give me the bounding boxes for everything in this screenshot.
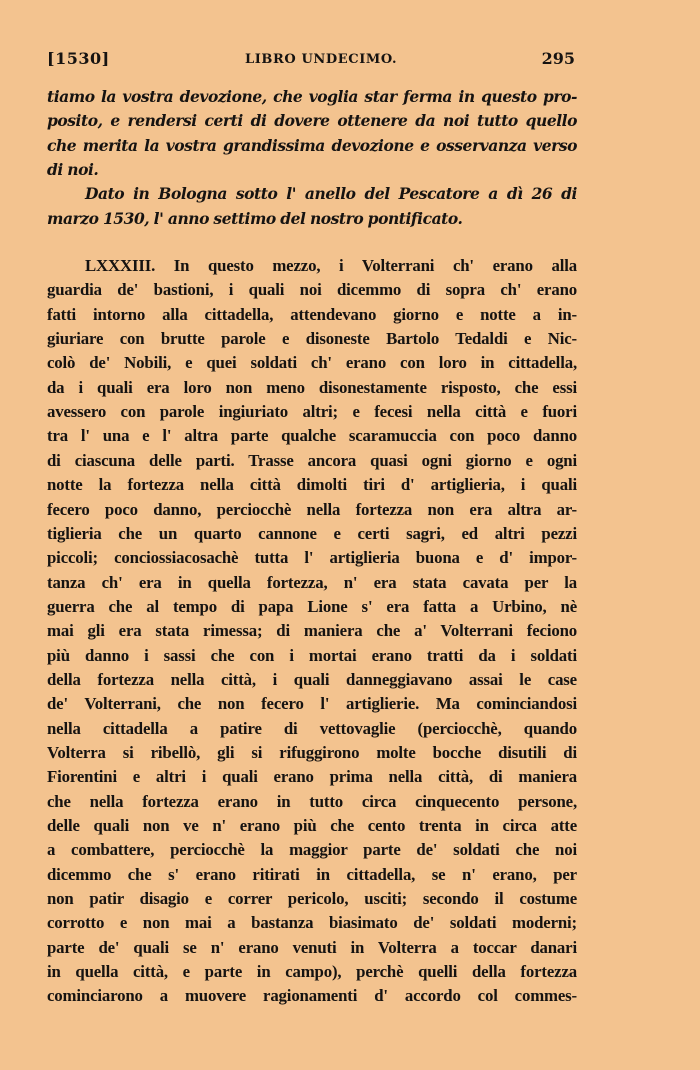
page-body (47, 85, 577, 1009)
text-line: fatti intorno alla cittadella, attendevano giorno e notte a in- (47, 304, 577, 324)
text-line: Fiorentini e altri i quali erano prima nella città, di maniera (47, 767, 577, 787)
text-line: guerra che al tempo di papa Lione s' era fatta a Urbino, nè (47, 596, 577, 616)
text-line: Dato in Bologna sotto l' anello del Pescatore a dì 26 di (85, 184, 577, 204)
text-line: che merita la vostra grandissima devozione e osservanza verso (47, 135, 577, 155)
text-line: a combattere, perciocchè la maggior parte de' soldati che noi (47, 840, 577, 860)
text-line: tiamo la vostra devozione, che voglia star ferma in questo pro- (47, 87, 577, 106)
paragraph-gap (47, 231, 577, 254)
letter-date (47, 182, 577, 231)
text-line: di ciascuna delle parti. Trasse ancora quasi ogni giorno e ogni (47, 450, 577, 470)
text-line: più danno i sassi che con i mortai erano tratti da i soldati (47, 645, 577, 665)
text-line: in quella città, e parte in campo), perchè quelli della fortezza (47, 962, 577, 982)
header-book-title: LIBRO UNDECIMO. (245, 52, 398, 67)
text-line: tiglieria che un quarto cannone e certi sagri, ed altri pezzi (47, 523, 577, 543)
text-line: della fortezza nella città, i quali danneggiavano assai le case (47, 669, 577, 689)
text-line: guardia de' bastioni, i quali noi dicemmo di sopra ch' erano (47, 280, 577, 300)
text-line: tanza ch' era in quella fortezza, n' era stata cavata per la (47, 572, 577, 592)
text-line: di noi. (47, 160, 99, 180)
text-line: posito, e rendersi certi di dovere ottenere da noi tutto quello (47, 111, 577, 131)
text-line: da i quali era loro non meno disonestamente risposto, che essi (47, 377, 577, 397)
text-line: avessero con parole ingiuriato altri; e fecesi nella città e fuori (47, 402, 577, 422)
text-line: parte de' quali se n' erano venuti in Volterra a toccar danari (47, 937, 577, 957)
text-line: non patir disagio e correr pericolo, usciti; secondo il costume (47, 889, 577, 908)
text-line: fecero poco danno, perciocchè nella fortezza non era altra ar- (47, 499, 577, 519)
header-year: [1530] (47, 49, 110, 68)
chapter-paragraph (47, 254, 577, 1009)
text-line: delle quali non ve n' erano più che cento trenta in circa atte (47, 815, 577, 835)
text-line: cominciarono a muovere ragionamenti d' accordo col commes- (47, 986, 577, 1006)
running-header (47, 49, 575, 75)
text-line: dicemmo che s' erano ritirati in cittadella, se n' erano, per (47, 864, 577, 884)
text-line: tra l' una e l' altra parte qualche scaramuccia con poco danno (47, 426, 577, 446)
text-line: che nella fortezza erano in tutto circa cinquecento persone, (47, 791, 577, 811)
text-line: giuriare con brutte parole e disoneste Bartolo Tedaldi e Nic- (47, 329, 577, 349)
letter-ending (47, 85, 577, 182)
text-line: Volterra si ribellò, gli si rifuggirono molte bocche disutili di (47, 742, 577, 762)
text-line: LXXXIII. In questo mezzo, i Volterrani ch' erano alla (85, 256, 577, 276)
text-line: mai gli era stata rimessa; di maniera che a' Volterrani feciono (47, 621, 577, 641)
text-line: marzo 1530, l' anno settimo del nostro pontificato. (47, 208, 463, 228)
text-line: piccoli; conciossiacosachè tutta l' artiglieria buona e d' impor- (47, 548, 577, 568)
text-line: nella cittadella a patire di vettovaglie (perciocchè, quando (47, 718, 577, 738)
text-line: corrotto e non mai a bastanza biasimato de' soldati moderni; (47, 913, 577, 933)
text-line: colò de' Nobili, e quei soldati ch' erano con loro in cittadella, (47, 353, 577, 373)
text-line: de' Volterrani, che non fecero l' artiglierie. Ma cominciandosi (47, 694, 577, 714)
page-number: 295 (541, 49, 575, 68)
text-line: notte la fortezza nella città dimolti tiri d' artiglieria, i quali (47, 475, 577, 495)
